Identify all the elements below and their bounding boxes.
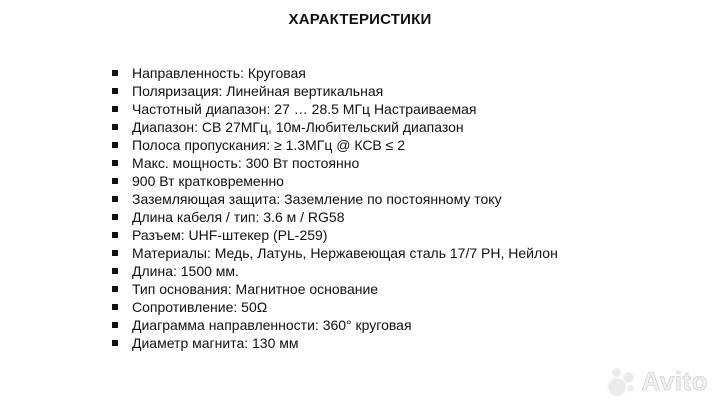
bullet-icon [112, 232, 118, 238]
bullet-icon [112, 106, 118, 112]
page-title: ХАРАКТЕРИСТИКИ [288, 11, 432, 28]
list-item [112, 100, 558, 118]
spec-text: 900 Вт кратковременно [132, 173, 284, 189]
list-item [112, 262, 558, 280]
spec-text: Диапазон: СВ 27МГц, 10м-Любительский диапазон [132, 119, 464, 135]
spec-text: Тип основания: Магнитное основание [132, 281, 379, 297]
spec-text: Диаметр магнита: 130 мм [132, 335, 299, 351]
list-item [112, 280, 558, 298]
bullet-icon [112, 268, 118, 274]
spec-text: Макс. мощность: 300 Вт постоянно [132, 155, 360, 171]
list-item [112, 208, 558, 226]
spec-text: Частотный диапазон: 27 … 28.5 МГц Настраиваемая [132, 101, 477, 117]
bullet-icon [112, 88, 118, 94]
spec-text: Заземляющая защита: Заземление по постоянному току [132, 191, 502, 207]
avito-logo-icon [609, 369, 635, 395]
list-item [112, 172, 558, 190]
list-item [112, 298, 558, 316]
list-item [112, 226, 558, 244]
bullet-icon [112, 304, 118, 310]
bullet-icon [112, 124, 118, 130]
list-item [112, 118, 558, 136]
bullet-icon [112, 322, 118, 328]
bullet-icon [112, 70, 118, 76]
spec-text: Направленность: Круговая [132, 65, 306, 81]
list-item [112, 244, 558, 262]
spec-text: Сопротивление: 50Ω [132, 299, 268, 315]
spec-text: Разъем: UHF-штекер (PL-259) [132, 227, 328, 243]
bullet-icon [112, 142, 118, 148]
bullet-icon [112, 286, 118, 292]
list-item [112, 334, 558, 352]
spec-text: Диаграмма направленности: 360° круговая [132, 317, 412, 333]
avito-watermark [609, 366, 708, 397]
bullet-icon [112, 250, 118, 256]
spec-text: Материалы: Медь, Латунь, Нержавеющая сталь 17/7 PH, Нейлон [132, 245, 558, 261]
bullet-icon [112, 160, 118, 166]
list-item [112, 82, 558, 100]
spec-text: Полоса пропускания: ≥ 1.3МГц @ КСВ ≤ 2 [132, 137, 406, 153]
bullet-icon [112, 196, 118, 202]
list-item [112, 190, 558, 208]
bullet-icon [112, 178, 118, 184]
list-item [112, 316, 558, 334]
bullet-icon [112, 340, 118, 346]
list-item [112, 154, 558, 172]
bullet-icon [112, 214, 118, 220]
list-item [112, 136, 558, 154]
spec-text: Длина кабеля / тип: 3.6 м / RG58 [132, 209, 345, 225]
spec-list [112, 64, 558, 352]
watermark-text: Avito [641, 366, 708, 396]
list-item [112, 64, 558, 82]
spec-text: Поляризация: Линейная вертикальная [132, 83, 384, 99]
spec-text: Длина: 1500 мм. [132, 263, 239, 279]
